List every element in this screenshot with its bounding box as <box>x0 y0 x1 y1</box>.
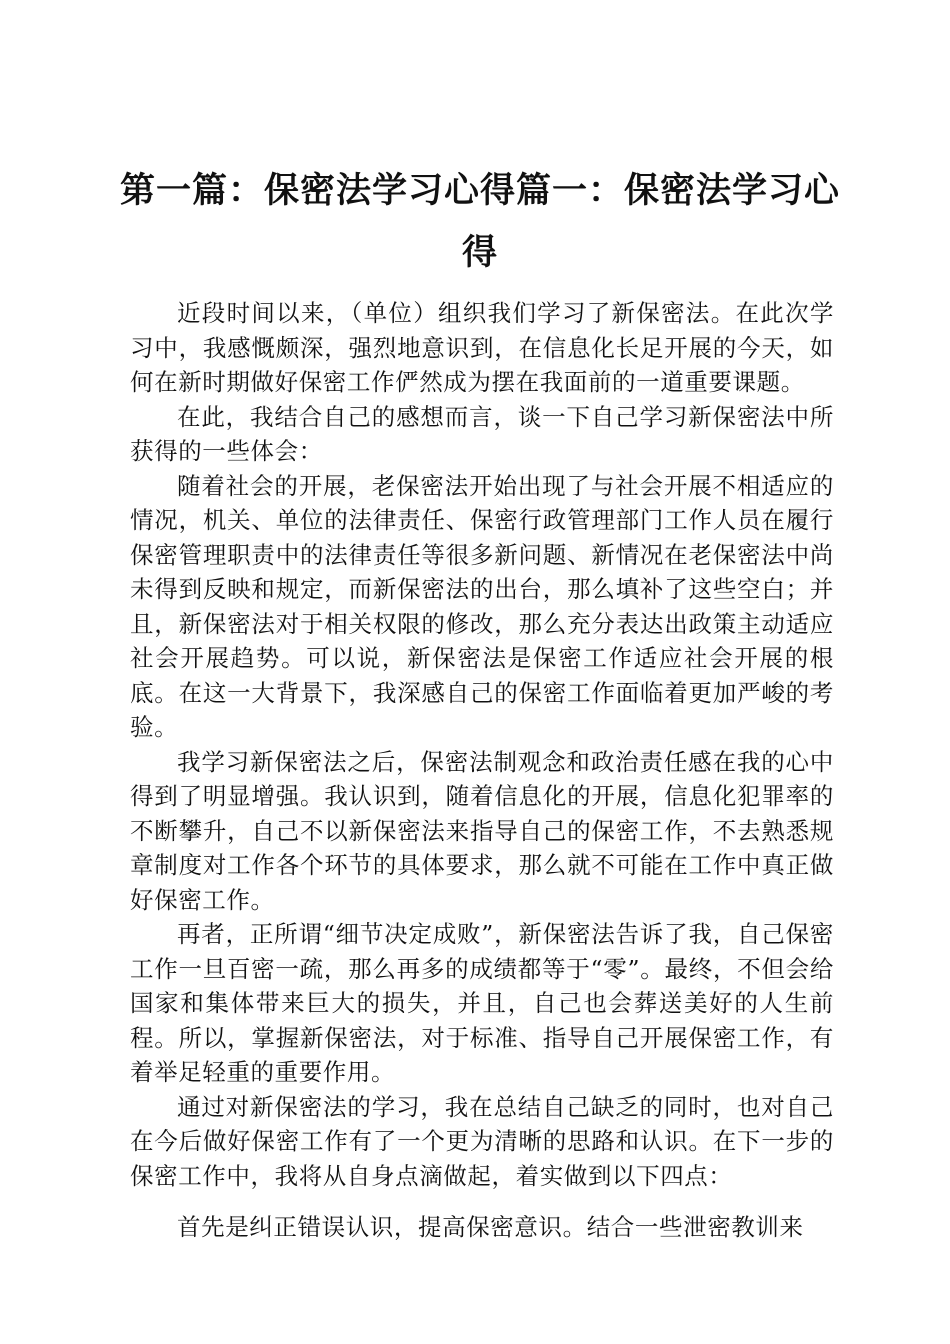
document-title: 第一篇：保密法学习心得篇一：保密法学习心得 <box>119 171 840 273</box>
document-body <box>130 296 834 1245</box>
paragraph: 随着社会的开展，老保密法开始出现了与社会开展不相适应的情况，机关、单位的法律责任、保密行政管理部门工作人员在履行保密管理职责中的法律责任等很多新问题、新情况在老保密法中尚未得到反映和规定，而新保密法的出台，那么填补了这些空白；并且，新保密法对于相关权限的修改，那么充分表达出政策主动适应社会开展趋势。可以说，新保密法是保密工作适应社会开展的根底。在这一大背景下，我深感自己的保密工作面临着更加严峻的考验。 <box>130 471 834 741</box>
paragraph: 再者，正所谓“细节决定成败”，新保密法告诉了我，自己保密工作一旦百密一疏，那么再多的成绩都等于“零”。最终，不但会给国家和集体带来巨大的损失，并且，自己也会葬送美好的人生前程。所以，掌握新保密法，对于标准、指导自己开展保密工作，有着举足轻重的重要作用。 <box>130 920 834 1086</box>
paragraph: 我学习新保密法之后，保密法制观念和政治责任感在我的心中得到了明显增强。我认识到，随着信息化的开展，信息化犯罪率的不断攀升，自己不以新保密法来指导自己的保密工作，不去熟悉规章制度对工作各个环节的具体要求，那么就不可能在工作中真正做好保密工作。 <box>130 747 834 914</box>
paragraph: 近段时间以来，（单位）组织我们学习了新保密法。在此次学习中，我感慨颇深，强烈地意识到，在信息化长足开展的今天，如何在新时期做好保密工作俨然成为摆在我面前的一道重要课题。 <box>130 299 834 396</box>
paragraph: 首先是纠正错误认识，提高保密意识。结合一些泄密教训来 <box>177 1213 804 1241</box>
paragraph: 在此，我结合自己的感想而言，谈一下自己学习新保密法中所获得的一些体会： <box>130 402 834 465</box>
paragraph: 通过对新保密法的学习，我在总结自己缺乏的同时，也对自己在今后做好保密工作有了一个更为清晰的思路和认识。在下一步的保密工作中，我将从自身点滴做起，着实做到以下四点： <box>130 1092 834 1190</box>
